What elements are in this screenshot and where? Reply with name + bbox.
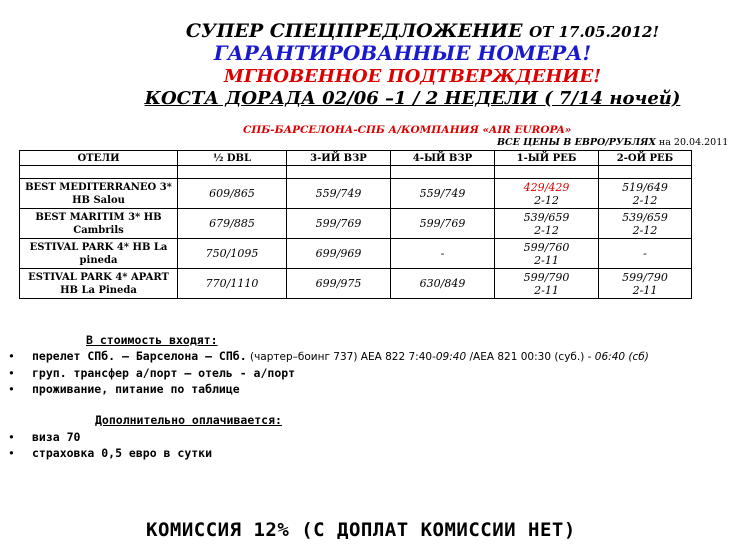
list-item-insurance: • страховка 0,5 евро в сутки [8, 445, 608, 461]
price-second-child [599, 269, 692, 299]
table-spacer-row [20, 166, 692, 179]
instant-confirmation-heading: МГНОВЕННОЕ ПОДТВЕРЖДЕНИЕ! [223, 66, 602, 87]
table-row [20, 179, 692, 209]
first-child-age: 2-12 [534, 223, 559, 237]
first-child-price: 429/429 [523, 180, 570, 194]
first-child-price: 599/760 [523, 240, 570, 254]
price-fourth-adult: 559/749 [391, 179, 495, 209]
column-header-second-child: 2-ОЙ РЕБ [599, 151, 692, 166]
first-child-age: 2-12 [534, 193, 559, 207]
first-child-price: 599/790 [523, 270, 570, 284]
first-child-price: 539/659 [523, 210, 570, 224]
first-child-age: 2-11 [534, 283, 559, 297]
second-child-price: - [643, 247, 647, 260]
flight-note-part: 06:40 (сб) [594, 351, 649, 363]
extra-list [8, 429, 608, 461]
price-first-child [495, 209, 599, 239]
prices-note [497, 137, 728, 148]
spacer-cell [391, 166, 495, 179]
offer-title-date: ОТ 17.05.2012! [529, 23, 660, 41]
column-header-third-adult: 3-ИЙ ВЗР [287, 151, 391, 166]
flight-text: перелет СПб. – Барселона – СПб. [32, 349, 247, 363]
column-header-first-child: 1-ЫЙ РЕБ [495, 151, 599, 166]
price-dbl: 750/1095 [178, 239, 287, 269]
second-child-age: 2-11 [632, 283, 658, 297]
prices-note-text: ВСЕ ЦЕНЫ В ЕВРО/РУБЛЯХ [497, 137, 656, 148]
offer-title-main: СУПЕР СПЕЦПРЕДЛОЖЕНИЕ [185, 20, 530, 42]
hotel-name: ESTIVAL PARK 4* HB La pineda [20, 239, 178, 269]
extra-title: Дополнительно оплачивается: [95, 413, 282, 427]
price-table [19, 150, 692, 299]
prices-note-date: на 20.04.2011 [655, 137, 729, 148]
first-child-age: 2-11 [534, 253, 559, 267]
second-child-price: 539/659 [622, 210, 668, 224]
list-item-flight [8, 348, 713, 365]
price-first-child [495, 179, 599, 209]
price-fourth-adult: - [391, 239, 495, 269]
table-header-row [20, 151, 692, 166]
price-second-child [599, 239, 692, 269]
flight-note-part: /АЕА 821 00:30 (суб.) - [469, 351, 595, 363]
price-dbl: 679/885 [178, 209, 287, 239]
second-child-age: 2-12 [632, 223, 658, 237]
price-third-adult: 559/749 [287, 179, 391, 209]
second-child-price: 519/649 [622, 180, 668, 194]
included-list [8, 348, 713, 397]
spacer-cell [599, 166, 692, 179]
hotel-name: BEST MEDITERRANEO 3* HB Salou [20, 179, 178, 209]
price-dbl: 609/865 [178, 179, 287, 209]
price-third-adult: 599/769 [287, 209, 391, 239]
table-row [20, 209, 692, 239]
price-fourth-adult: 630/849 [391, 269, 495, 299]
price-dbl: 770/1110 [178, 269, 287, 299]
hotel-name: ESTIVAL PARK 4* APART HB La Pineda [20, 269, 178, 299]
included-title: В стоимость входят: [86, 333, 218, 347]
price-second-child [599, 179, 692, 209]
list-item-accommodation: • проживание, питание по таблице [8, 381, 713, 397]
offer-title [50, 20, 745, 42]
list-item-transfer: • груп. трансфер а/порт – отель - а/порт [8, 365, 713, 381]
table-row [20, 239, 692, 269]
spacer-cell [495, 166, 599, 179]
guaranteed-rooms-heading: ГАРАНТИРОВАННЫЕ НОМЕРА! [213, 41, 592, 65]
flight-note-part: 09:40 [435, 351, 470, 363]
spacer-cell [178, 166, 287, 179]
price-fourth-adult: 599/769 [391, 209, 495, 239]
route-line: СПБ-БАРСЕЛОНА-СПБ А/КОМПАНИЯ «AIR EUROPA» [243, 124, 572, 136]
list-item-visa: • виза 70 [8, 429, 608, 445]
price-first-child [495, 239, 599, 269]
column-header-dbl: ½ DBL [178, 151, 287, 166]
second-child-age: 2-12 [632, 193, 658, 207]
spacer-cell [287, 166, 391, 179]
flight-note [247, 351, 649, 363]
commission-note: КОМИССИЯ 12% (С ДОПЛАТ КОМИССИИ НЕТ) [146, 519, 576, 541]
column-header-fourth-adult: 4-ЫЙ ВЗР [391, 151, 495, 166]
price-third-adult: 699/969 [287, 239, 391, 269]
destination-heading: КОСТА ДОРАДА 02/06 –1 / 2 НЕДЕЛИ ( 7/14 ночей) [144, 88, 681, 109]
price-third-adult: 699/975 [287, 269, 391, 299]
price-second-child [599, 209, 692, 239]
spacer-cell [20, 166, 178, 179]
second-child-price: 599/790 [622, 270, 668, 284]
hotel-name: BEST MARITIM 3* HB Cambrils [20, 209, 178, 239]
table-row [20, 269, 692, 299]
flight-note-part: (чартер–боинг 737) AEA 822 7:40- [246, 351, 436, 363]
column-header-hotels: ОТЕЛИ [20, 151, 178, 166]
price-first-child [495, 269, 599, 299]
